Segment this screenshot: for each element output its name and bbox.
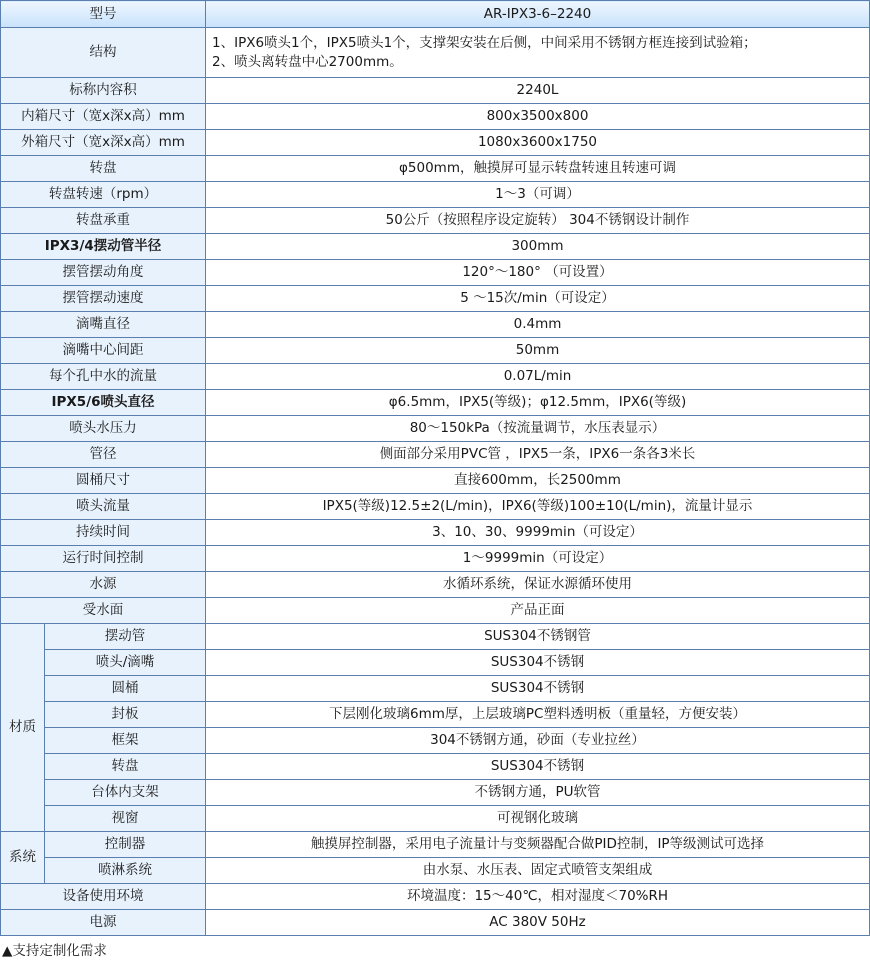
row-label: 结构 <box>1 28 206 78</box>
row-value: 环境温度：15～40℃，相对湿度＜70%RH <box>206 884 870 910</box>
row-value: 5 ～15次/min（可设定） <box>206 286 870 312</box>
row-label: 圆桶 <box>45 676 206 702</box>
row-label: 摆管摆动速度 <box>1 286 206 312</box>
table-row <box>1 182 870 208</box>
header-model-value: AR-IPX3-6–2240 <box>206 1 870 28</box>
row-label: IPX5/6喷头直径 <box>1 390 206 416</box>
structure-line-2: 2、喷头离转盘中心2700mm。 <box>212 53 403 70</box>
row-value: 下层刚化玻璃6mm厚，上层玻璃PC塑料透明板（重量轻，方便安装） <box>206 702 870 728</box>
table-row <box>1 702 870 728</box>
row-label: 圆桶尺寸 <box>1 468 206 494</box>
row-label: 受水面 <box>1 598 206 624</box>
table-row <box>1 390 870 416</box>
row-value: 不锈钢方通，PU软管 <box>206 780 870 806</box>
table-row <box>1 234 870 260</box>
row-value: 2240L <box>206 78 870 104</box>
row-value: 侧面部分采用PVC管 ，IPX5一条，IPX6一条各3米长 <box>206 442 870 468</box>
row-label: 标称内容积 <box>1 78 206 104</box>
table-row <box>1 442 870 468</box>
footnote: ▲支持定制化需求 <box>2 943 107 959</box>
table-row <box>1 650 870 676</box>
table-row <box>1 208 870 234</box>
row-value: 1～9999min（可设定） <box>206 546 870 572</box>
row-label: 转盘 <box>1 156 206 182</box>
row-label: 水源 <box>1 572 206 598</box>
row-value: SUS304不锈钢 <box>206 676 870 702</box>
table-row <box>1 572 870 598</box>
row-value: 300mm <box>206 234 870 260</box>
table-row <box>1 754 870 780</box>
row-value: φ6.5mm，IPX5(等级)；φ12.5mm，IPX6(等级) <box>206 390 870 416</box>
row-label: 喷头水压力 <box>1 416 206 442</box>
table-row <box>1 494 870 520</box>
table-row <box>1 312 870 338</box>
row-label: 喷头/滴嘴 <box>45 650 206 676</box>
row-value: SUS304不锈钢 <box>206 650 870 676</box>
table-row <box>1 832 870 858</box>
table-row <box>1 286 870 312</box>
row-label: 视窗 <box>45 806 206 832</box>
table-row <box>1 468 870 494</box>
table-row <box>1 598 870 624</box>
row-value: SUS304不锈钢 <box>206 754 870 780</box>
table-row <box>1 624 870 650</box>
row-value: IPX5(等级)12.5±2(L/min)，IPX6(等级)100±10(L/min)，流量计显示 <box>206 494 870 520</box>
row-label: 转盘承重 <box>1 208 206 234</box>
row-label: 封板 <box>45 702 206 728</box>
system-group-label: 系统 <box>1 832 45 884</box>
table-row <box>1 910 870 936</box>
row-value: 由水泵、水压表、固定式喷管支架组成 <box>206 858 870 884</box>
structure-value <box>206 28 870 78</box>
row-value: 可视钢化玻璃 <box>206 806 870 832</box>
row-value: 1080x3600x1750 <box>206 130 870 156</box>
table-row <box>1 260 870 286</box>
table-header-row <box>1 1 870 28</box>
row-label: 运行时间控制 <box>1 546 206 572</box>
table-row <box>1 520 870 546</box>
row-label: 持续时间 <box>1 520 206 546</box>
table-row <box>1 858 870 884</box>
row-value: 80～150kPa（按流量调节，水压表显示） <box>206 416 870 442</box>
row-value: 产品正面 <box>206 598 870 624</box>
table-row <box>1 364 870 390</box>
table-row <box>1 884 870 910</box>
row-label: 设备使用环境 <box>1 884 206 910</box>
row-label: 喷头流量 <box>1 494 206 520</box>
table-row <box>1 806 870 832</box>
row-value: 0.07L/min <box>206 364 870 390</box>
row-value: 1～3（可调） <box>206 182 870 208</box>
row-value: 50公斤（按照程序设定旋转） 304不锈钢设计制作 <box>206 208 870 234</box>
table-row <box>1 338 870 364</box>
table-row <box>1 416 870 442</box>
table-row <box>1 28 870 78</box>
structure-line-1: 1、IPX6喷头1个，IPX5喷头1个，支撑架安装在后侧，中间采用不锈钢方框连接到试验箱； <box>212 34 757 51</box>
row-label: 每个孔中水的流量 <box>1 364 206 390</box>
row-label: 喷淋系统 <box>45 858 206 884</box>
row-label: IPX3/4摆动管半径 <box>1 234 206 260</box>
row-label: 电源 <box>1 910 206 936</box>
table-row <box>1 130 870 156</box>
row-label: 滴嘴直径 <box>1 312 206 338</box>
row-label: 外箱尺寸（宽x深x高）mm <box>1 130 206 156</box>
table-row <box>1 156 870 182</box>
row-label: 台体内支架 <box>45 780 206 806</box>
table-row <box>1 728 870 754</box>
table-row <box>1 676 870 702</box>
row-value: 50mm <box>206 338 870 364</box>
row-value: 直接600mm，长2500mm <box>206 468 870 494</box>
table-row <box>1 546 870 572</box>
row-value: 水循环系统，保证水源循环使用 <box>206 572 870 598</box>
row-label: 转盘转速（rpm） <box>1 182 206 208</box>
row-label: 内箱尺寸（宽x深x高）mm <box>1 104 206 130</box>
row-label: 摆管摆动角度 <box>1 260 206 286</box>
row-value: 120°～180° （可设置） <box>206 260 870 286</box>
material-group-label: 材质 <box>1 624 45 832</box>
row-label: 管径 <box>1 442 206 468</box>
row-value: AC 380V 50Hz <box>206 910 870 936</box>
row-label: 控制器 <box>45 832 206 858</box>
row-label: 滴嘴中心间距 <box>1 338 206 364</box>
row-value: 0.4mm <box>206 312 870 338</box>
header-label: 型号 <box>1 1 206 28</box>
table-row <box>1 104 870 130</box>
row-label: 框架 <box>45 728 206 754</box>
table-row <box>1 780 870 806</box>
row-value: 800x3500x800 <box>206 104 870 130</box>
row-label: 摆动管 <box>45 624 206 650</box>
row-value: 触摸屏控制器，采用电子流量计与变频器配合做PID控制，IP等级测试可选择 <box>206 832 870 858</box>
row-value: 304不锈钢方通，砂面（专业拉丝） <box>206 728 870 754</box>
row-label: 转盘 <box>45 754 206 780</box>
table-row <box>1 78 870 104</box>
row-value: 3、10、30、9999min（可设定） <box>206 520 870 546</box>
row-value: SUS304不锈钢管 <box>206 624 870 650</box>
row-value: φ500mm，触摸屏可显示转盘转速且转速可调 <box>206 156 870 182</box>
